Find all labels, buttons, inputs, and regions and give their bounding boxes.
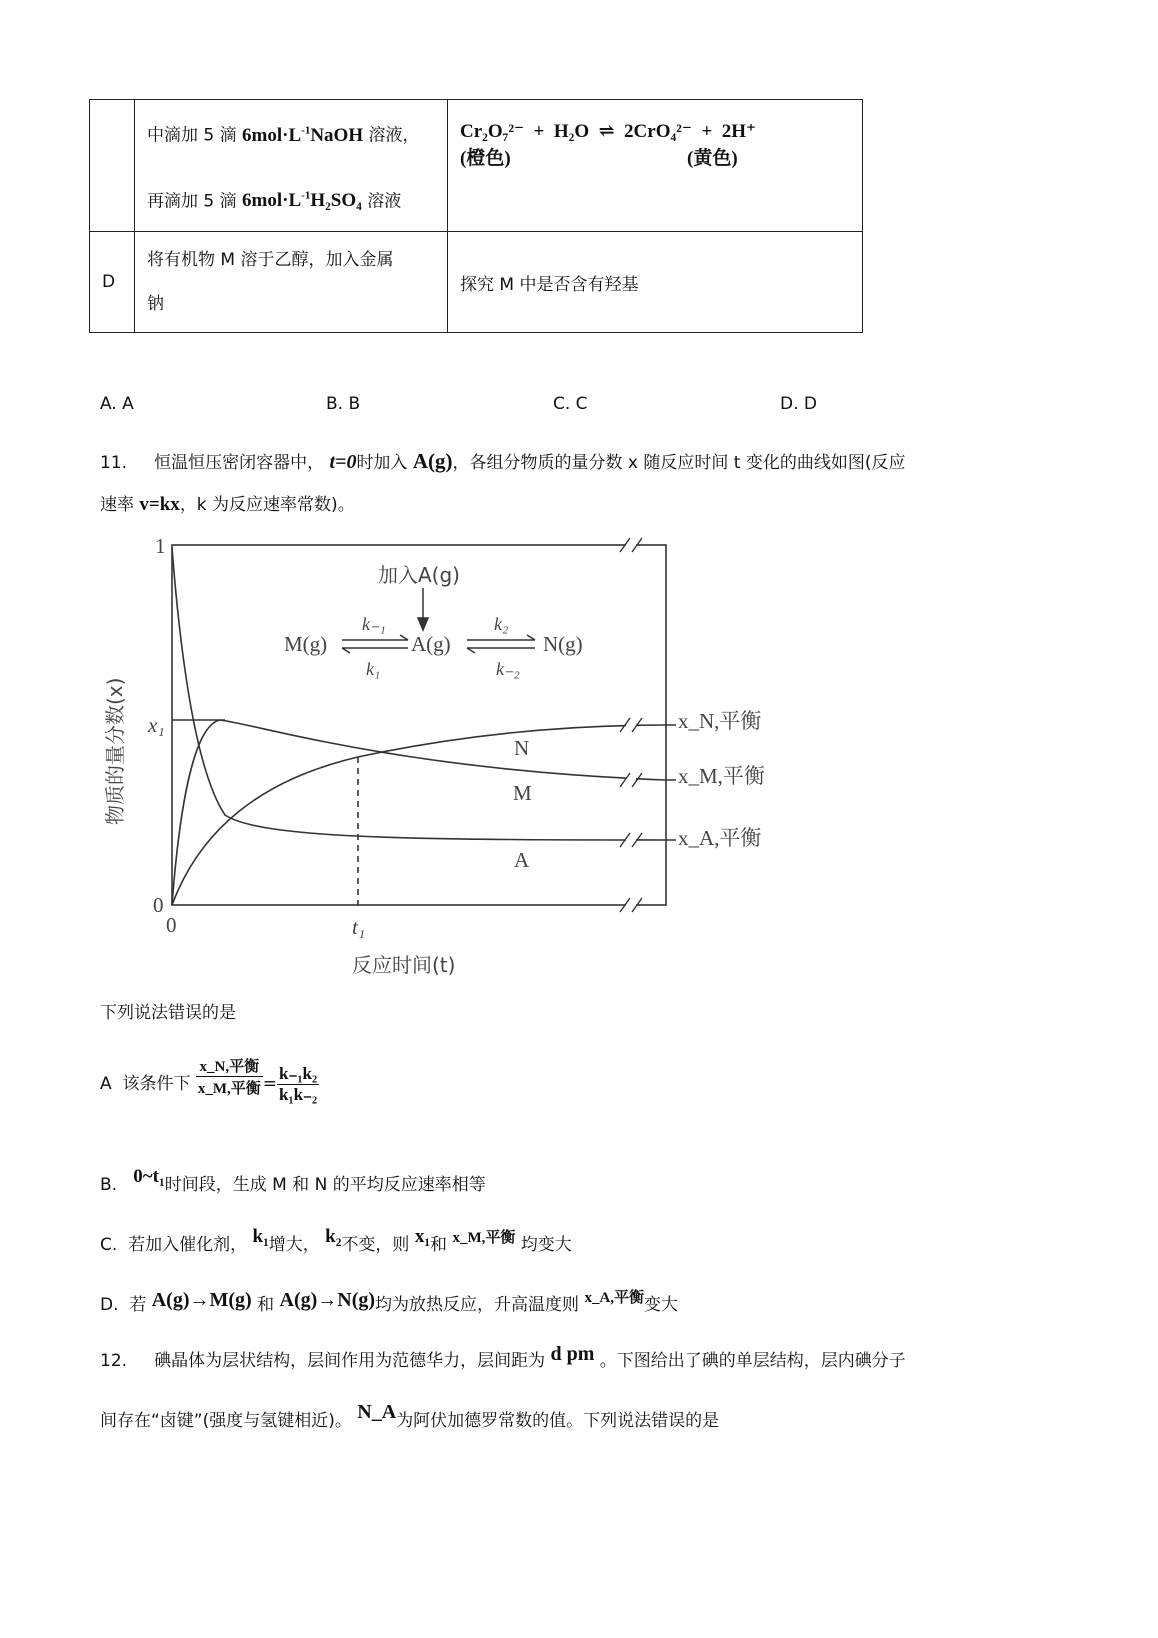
curve-m [172, 720, 666, 905]
option-d[interactable]: D. D [780, 394, 817, 414]
operation-cell-c: 中滴加 5 滴 $6mol\cdot L^{-1}NaOH$ 溶液， 再滴加 5 滴 $6mol\cdot L^{-1}H_2SO_4$ 溶液 [135, 100, 448, 232]
k-minus2: k₋₂ [496, 659, 520, 679]
scheme-n: N(g) [543, 632, 583, 656]
q11-line2: 速率 v=kx，k 为反应速率常数)。 [100, 494, 355, 515]
x-tick-t1: t₁ [352, 915, 366, 939]
curve-n-label: N [514, 736, 530, 760]
curve-a [172, 548, 666, 840]
k-minus1: k₋₁ [362, 614, 386, 634]
q11-line1: 11. 恒温恒压密闭容器中， t=0时加入 A(g)，各组分物质的量分数 x 随反应时间 t 变化的曲线如图(反应 [100, 449, 906, 473]
option-b[interactable]: B. B [326, 394, 361, 414]
y-axis-label: 物质的量分数(x) [103, 677, 127, 825]
row-label-d: D [90, 232, 135, 333]
eq-n-label: x_N,平衡 [678, 709, 762, 733]
add-a-label: 加入A(g) [378, 563, 460, 587]
purpose-cell-d: 探究 M 中是否含有羟基 [448, 232, 863, 333]
curve-m-label: M [513, 781, 532, 805]
curve-a-label: A [514, 848, 530, 872]
curve-n [172, 725, 666, 905]
equation-cell: Cr₂O₇²⁻ + H₂O ⇌ 2CrO₄²⁻ + 2H⁺ (橙色) (黄色) [448, 100, 863, 232]
option-a[interactable]: A. A [100, 394, 134, 414]
operation-cell-d: 将有机物 M 溶于乙醇，加入金属 钠 [135, 232, 448, 333]
k1: k₁ [366, 659, 381, 679]
q11-option-d[interactable]: D. 若 A(g)→M(g) 和 A(g)→N(g)均为放热反应，升高温度则 x_A,平衡变大 [100, 1289, 679, 1315]
y-tick-0: 0 [153, 893, 164, 917]
x-axis-label: 反应时间(t) [352, 953, 456, 977]
scheme-m: M(g) [284, 632, 328, 656]
k2: k₂ [494, 614, 509, 634]
q12-line2: 间存在“卤键”(强度与氢键相近)。 N_A为阿伏加德罗常数的值。下列说法错误的是 [100, 1401, 720, 1431]
y-tick-x1: x₁ [148, 713, 165, 737]
q12-line1: 12. 碘晶体为层状结构，层间作用为范德华力，层间距为 d pm 。下图给出了碘的单层结构，层内碘分子 [100, 1343, 906, 1371]
option-c[interactable]: C. C [553, 394, 588, 414]
eq-m-label: x_M,平衡 [678, 764, 765, 788]
y-tick-1: 1 [155, 534, 166, 558]
x-tick-0: 0 [166, 913, 177, 937]
q11-option-b[interactable]: B. 0~t₁时间段，生成 M 和 N 的平均反应速率相等 [100, 1166, 486, 1195]
eq-a-label: x_A,平衡 [678, 826, 762, 850]
scheme-a: A(g) [411, 632, 451, 656]
q11-prompt: 下列说法错误的是 [100, 1003, 236, 1023]
q11-option-c[interactable]: C. 若加入催化剂， k₁增大， k₂不变，则 x₁和 x_M,平衡 均变大 [100, 1226, 572, 1255]
q11-option-a[interactable]: A 该条件下 $\frac{\text{x\_N,平衡}}{\text{x\_M,平衡}}$ = $\frac{\text{k₋₁k₂}}{\text{k₁k₋₂}}$ [100, 1055, 319, 1105]
